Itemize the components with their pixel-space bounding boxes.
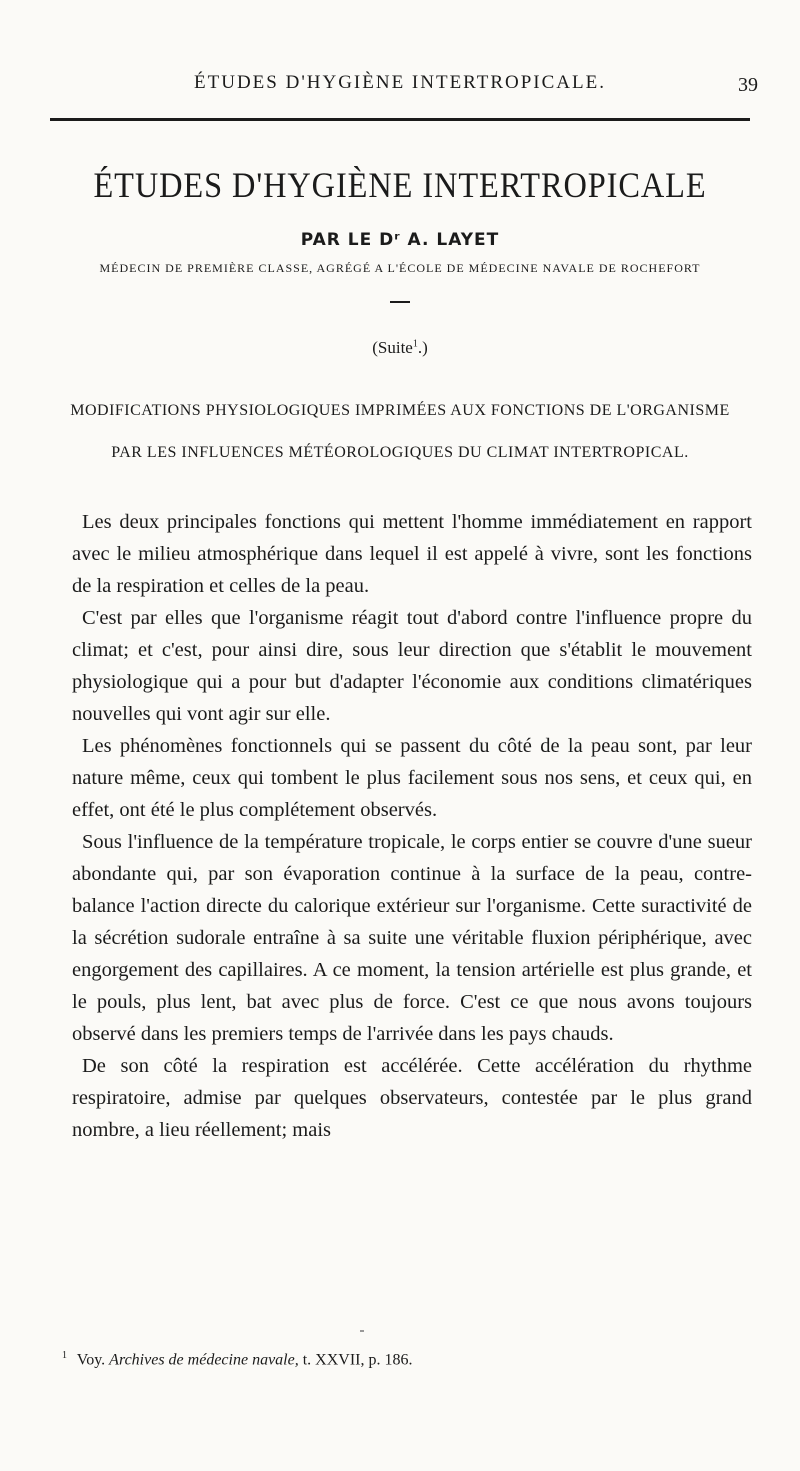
continuation-text: (Suite [372, 338, 413, 357]
author-affiliation: MÉDECIN DE PREMIÈRE CLASSE, AGRÉGÉ A L'ÉCOLE DE MÉDECINE NAVALE DE ROCHEFORT [99, 261, 701, 275]
running-title: ÉTUDES D'HYGIÈNE INTERTROPICALE. [194, 72, 606, 93]
footnote-journal: Archives de médecine navale, [109, 1351, 299, 1369]
section-heading-line-2: PAR LES INFLUENCES MÉTÉOROLOGIQUES DU CLIMAT INTERTROPICAL. [111, 444, 689, 461]
section-heading-line-1: MODIFICATIONS PHYSIOLOGIQUES IMPRIMÉES AUX FONCTIONS DE L'ORGANISME [70, 402, 730, 419]
footnote-reference-text: t. XXVII, p. 186. [302, 1351, 413, 1369]
header-rule [50, 118, 750, 121]
footnote-marker: 1 [62, 1350, 67, 1361]
separator-dash [390, 301, 410, 303]
footnote [62, 1350, 762, 1369]
paragraph: C'est par elles que l'organisme réagit tout d'abord contre l'influence propre du climat; et c'est, pour ainsi dire, sous leur direction que s'établit le mouvement physiologique qui a pour but d'adapter l'économie aux conditions climatériques nouvelles qui vont agir sur elle. [72, 607, 752, 725]
footnote-prefix: Voy. [76, 1351, 106, 1369]
author-byline: PAR LE Dʳ A. LAYET [300, 230, 500, 250]
running-head [0, 72, 800, 102]
paragraph: Sous l'influence de la température tropicale, le corps entier se couvre d'une sueur abondante qui, par son évaporation continue à la surface de la peau, contre-balance l'action directe du calorique extérieur sur l'organisme. Cette suractivité de la sécrétion sudorale entraîne à sa suite une véritable fluxion périphérique, avec engorgement des capillaires. A ce moment, la tension artérielle est plus grande, et le pouls, plus lent, bat avec plus de force. C'est ce que nous avons toujours observé dans les premiers temps de l'arrivée dans les pays chauds. [72, 831, 752, 1045]
continuation-close: .) [417, 338, 428, 357]
paragraph: Les phénomènes fonctionnels qui se passent du côté de la peau sont, par leur nature même, ceux qui tombent le plus facilement sous nos sens, et ceux qui, en effet, ont été le plus complétement observés. [72, 735, 752, 821]
footnote-separator [360, 1330, 364, 1332]
page-number: 39 [738, 74, 758, 96]
continuation-note [0, 338, 800, 358]
paragraph: Les deux principales fonctions qui mettent l'homme immédiatement en rapport avec le milieu atmosphérique dans lequel il est appelé à vivre, sont les fonctions de la respiration et celles de la peau. [72, 511, 752, 597]
paragraph: De son côté la respiration est accélérée. Cette accélération du rhythme respiratoire, admise par quelques observateurs, contestée par le plus grand nombre, a lieu réellement; mais [72, 1055, 752, 1141]
footnote-reference: 1 [412, 338, 418, 350]
body-text [72, 506, 752, 1146]
article-title: ÉTUDES D'HYGIÈNE INTERTROPICALE [93, 165, 707, 205]
